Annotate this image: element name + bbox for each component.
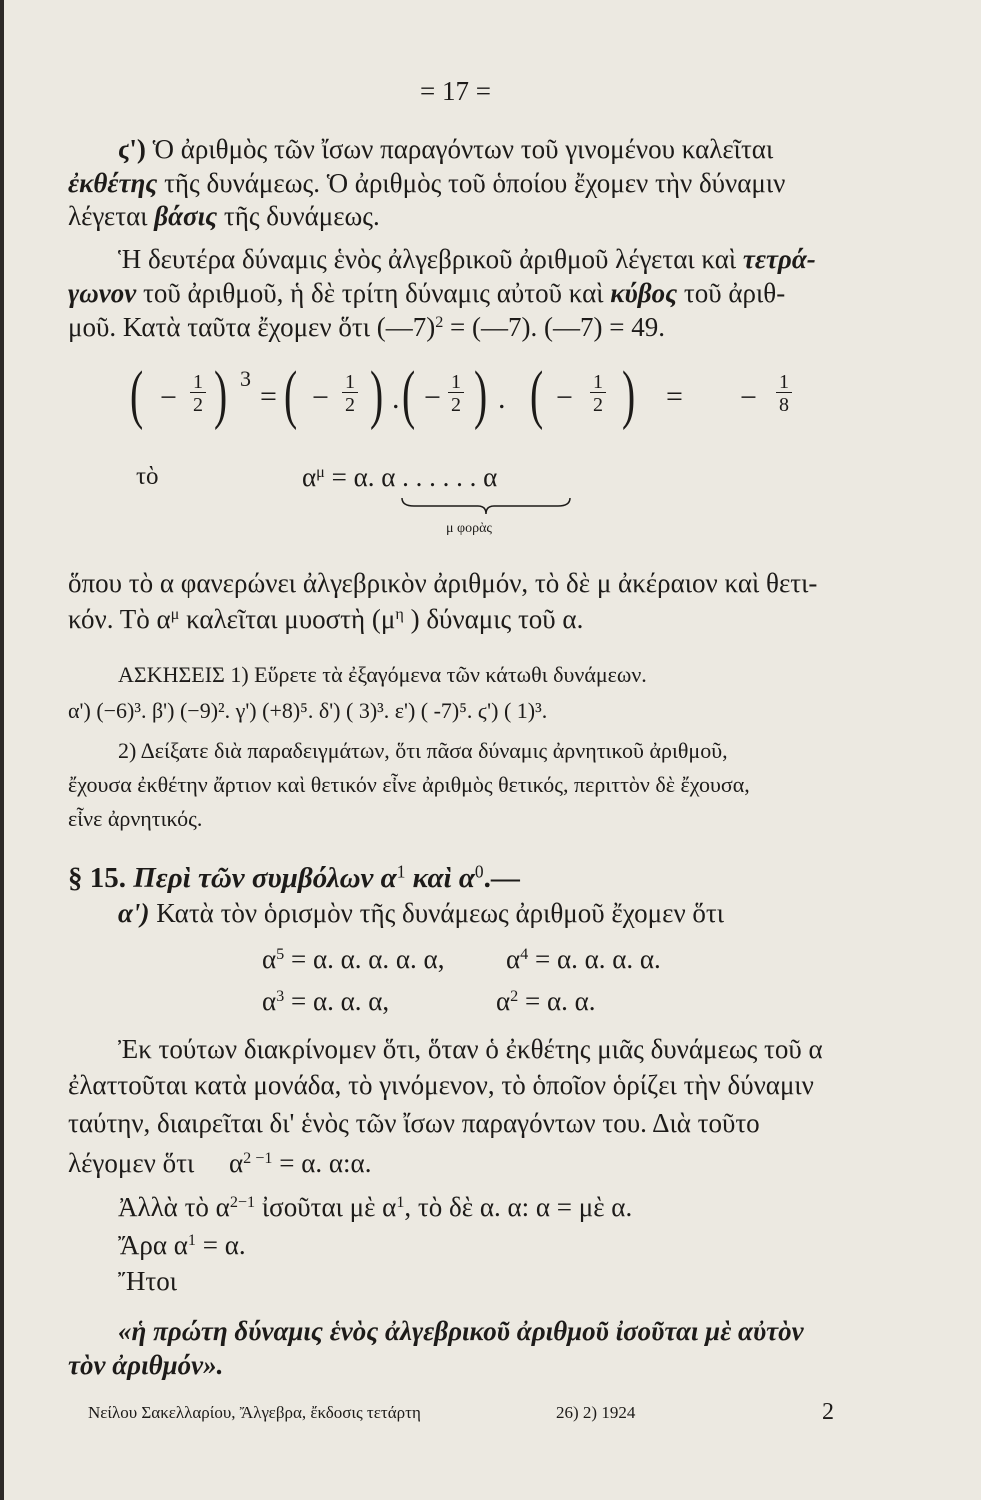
paragraph-line: [118, 136, 773, 163]
fraction: [342, 372, 358, 415]
numerator: 1: [190, 372, 206, 393]
dot: .: [498, 382, 506, 415]
text-run: μοῦ. Κατὰ ταῦτα ἔχομεν ὅτι (—7): [68, 312, 436, 342]
conjunction: καὶ: [412, 862, 452, 894]
text-run: Ἡ δευτέρα δύναμις ἑνὸς ἀλγεβρικοῦ ἀριθμοῦ λέγεται καὶ: [118, 244, 737, 274]
numerator: 1: [776, 372, 792, 393]
numerator: 1: [590, 372, 606, 393]
exercise-2-line: 2) Δείξατε διὰ παραδειγμάτων, ὅτι πᾶσα δύναμις ἀρνητικοῦ ἀριθμοῦ,: [118, 738, 728, 763]
paragraph-line: [68, 606, 583, 633]
text-run: τῆς δυνάμεως.: [223, 201, 380, 231]
equation: [506, 946, 661, 973]
paragraph-line: [118, 1232, 246, 1259]
exercises-heading: ΑΣΚΗΣΕΙΣ: [118, 662, 225, 687]
symbol-a: α: [458, 862, 475, 894]
fraction: [776, 372, 792, 415]
exponent: η: [395, 605, 404, 624]
open-paren: (: [402, 358, 416, 431]
text-run: τοῦ ἀριθμοῦ, ἡ δὲ τρίτη δύναμις αὐτοῦ καὶ: [142, 278, 604, 308]
heading-dash: .—: [483, 862, 520, 894]
fraction: [448, 372, 464, 415]
paragraph-line: [118, 900, 724, 927]
base-letter: α: [496, 986, 511, 1016]
signature-number: 2: [822, 1399, 834, 1425]
product-expression: = α. α.: [525, 986, 596, 1016]
paragraph-line: ἐλαττοῦται κατὰ μονάδα, τὸ γινόμενον, τὸ ὁποῖον ὁρίζει τὴν δύναμιν: [68, 1070, 814, 1100]
exercise-1-text: 1) Εὕρετε τὰ ἐξαγόμενα τῶν κάτωθι δυνάμεων.: [230, 662, 647, 687]
exercise-line: [118, 664, 647, 686]
term-square: τετρά-: [742, 244, 816, 274]
numerator: 1: [342, 372, 358, 393]
fraction: [190, 372, 206, 415]
section-heading: [68, 861, 520, 894]
definition-equation: [302, 464, 497, 491]
page-number: = 17 =: [420, 76, 491, 106]
paragraph-line: [68, 1150, 371, 1177]
dot: .: [392, 382, 400, 415]
minus-sign: −: [740, 381, 757, 414]
base-letter: α: [229, 1148, 244, 1178]
exponent: 3: [240, 366, 251, 391]
text-run: ἰσοῦται μὲ α: [261, 1192, 397, 1222]
footer-date: 26) 2) 1924: [556, 1403, 636, 1422]
open-paren: (: [530, 358, 544, 431]
product-expression: = α. α:α.: [279, 1148, 372, 1178]
paragraph-line: ὅπου τὸ α φανερώνει ἀλγεβρικὸν ἀριθμόν, τὸ δὲ μ ἀκέραιον καὶ θετι-: [68, 568, 818, 598]
close-paren: ): [622, 358, 636, 431]
text-run: τοῦ ἀριθ-: [683, 278, 786, 308]
footer-author: Νείλου Σακελλαρίου, Ἄλγεβρα, ἔκδοσις τετάρτη: [88, 1403, 421, 1422]
denominator: 2: [451, 394, 461, 416]
exponent: μ: [316, 463, 325, 482]
page-edge-shadow: [0, 0, 4, 1500]
rule-statement: «ἡ πρώτη δύναμις ἑνὸς ἀλγεβρικοῦ ἀριθμοῦ ἰσοῦται μὲ αὐτὸν: [118, 1316, 804, 1346]
text-run: Κατὰ τὸν ὁρισμὸν τῆς δυνάμεως ἀριθμοῦ ἔχομεν ὅτι: [156, 898, 725, 928]
exercise-2-line: ἔχουσα ἐκθέτην ἄρτιον καὶ θετικόν εἶνε ἀριθμὸς θετικός, περιττὸν δὲ ἔχουσα,: [68, 772, 750, 797]
close-paren: ): [474, 358, 488, 431]
exponent: 1: [396, 861, 406, 882]
section-number: § 15.: [68, 862, 126, 894]
rule-statement: τὸν ἀριθμόν».: [68, 1350, 224, 1380]
product-expression: = α. α. α,: [291, 986, 390, 1016]
denominator: 8: [779, 394, 789, 416]
text-run: , τὸ δὲ α. α: α = μὲ α.: [404, 1192, 633, 1222]
base-letter: α: [506, 944, 521, 974]
text-run: = α.: [202, 1230, 246, 1260]
paragraph-line: ταύτην, διαιρεῖται δι' ἑνὸς τῶν ἴσων παραγόντων του. Διὰ τοῦτο: [68, 1108, 760, 1138]
close-paren: ): [370, 358, 384, 431]
underbrace-label: μ φορὰς: [446, 521, 492, 536]
exponent: 1: [396, 1193, 405, 1212]
term-base: βάσις: [154, 201, 218, 231]
text-run: τῆς δυνάμεως. Ὁ ἀριθμὸς τοῦ ὁποίου ἔχομεν τὴν δύναμιν: [164, 168, 786, 198]
exercise-2-line: εἶνε ἀρνητικός.: [68, 806, 203, 831]
exponent: 0: [474, 861, 484, 882]
term-exponent: ἐκθέτης: [68, 168, 158, 198]
text-run: = (—7). (—7) = 49.: [450, 312, 665, 342]
fraction: [590, 372, 606, 415]
paragraph-line: [68, 170, 785, 197]
numerator: 1: [448, 372, 464, 393]
product-expression: = α. α . . . . . . α: [331, 462, 498, 492]
product-expression: = α. α. α. α.: [535, 944, 661, 974]
equation: [496, 988, 596, 1015]
paragraph-line: Ἐκ τούτων διακρίνομεν ὅτι, ὅταν ὁ ἐκθέτης μιᾶς δυνάμεως τοῦ α: [118, 1034, 823, 1064]
symbol-a: α: [380, 862, 397, 894]
equation: [262, 946, 444, 973]
text-run: λέγομεν ὅτι: [68, 1148, 195, 1178]
open-paren: (: [130, 358, 144, 431]
exercise-items: α') (−6)³. β') (−9)². γ') (+8)⁵. δ') ( 3)³. ε') ( -7)⁵. ϛ') ( 1)³.: [68, 698, 548, 723]
minus-sign: −: [556, 381, 573, 414]
definition-prefix: τὸ: [136, 463, 159, 490]
minus-sign: −: [160, 381, 177, 414]
paragraph-line: [68, 280, 785, 307]
equation: [262, 988, 389, 1015]
text-run: Ἀλλὰ τὸ α: [118, 1192, 230, 1222]
exponent: 2: [435, 313, 444, 332]
open-paren: (: [284, 358, 298, 431]
product-expression: = α. α. α. α. α,: [291, 944, 445, 974]
text-run: ) δύναμις τοῦ α.: [410, 604, 584, 634]
exponent: μ: [170, 605, 180, 624]
exponent: 2−1: [229, 1193, 256, 1212]
equals-sign: =: [666, 380, 683, 413]
section-title: Περὶ τῶν συμβόλων: [133, 862, 374, 894]
exponent: 3: [276, 987, 285, 1006]
underbrace: [400, 496, 572, 516]
text-run: λέγεται: [68, 201, 148, 231]
exponent: 4: [520, 945, 529, 964]
denominator: 2: [593, 394, 603, 416]
text-run: Ὁ ἀριθμὸς τῶν ἴσων παραγόντων τοῦ γινομένου καλεῖται: [152, 134, 774, 164]
minus-sign: −: [424, 381, 441, 414]
text-run: κόν. Τὸ α: [68, 604, 171, 634]
paragraph-line: [118, 1194, 632, 1221]
term-square: γωνον: [68, 278, 137, 308]
term-cube: κύβος: [610, 278, 678, 308]
paragraph-line: [68, 314, 665, 341]
exponent: 2: [510, 987, 519, 1006]
exponent: 5: [276, 945, 285, 964]
paragraph-line: Ἤτοι: [118, 1266, 178, 1296]
equals-sign: =: [260, 380, 277, 413]
item-label: ϛ'): [118, 134, 146, 164]
paragraph-line: [68, 203, 380, 230]
item-label: α'): [118, 898, 150, 928]
text-run: καλεῖται μυοστὴ (μ: [186, 604, 396, 634]
base-letter: α: [262, 944, 277, 974]
denominator: 2: [345, 394, 355, 416]
minus-sign: −: [312, 381, 329, 414]
exponent: 1: [187, 1231, 196, 1250]
exponent: 2 −1: [243, 1149, 273, 1168]
text-run: Ἄρα α: [118, 1230, 188, 1260]
close-paren: ): [214, 358, 228, 431]
denominator: 2: [193, 394, 203, 416]
base-letter: α: [262, 986, 277, 1016]
paragraph-line: [118, 246, 816, 273]
base-letter: α: [302, 462, 317, 492]
